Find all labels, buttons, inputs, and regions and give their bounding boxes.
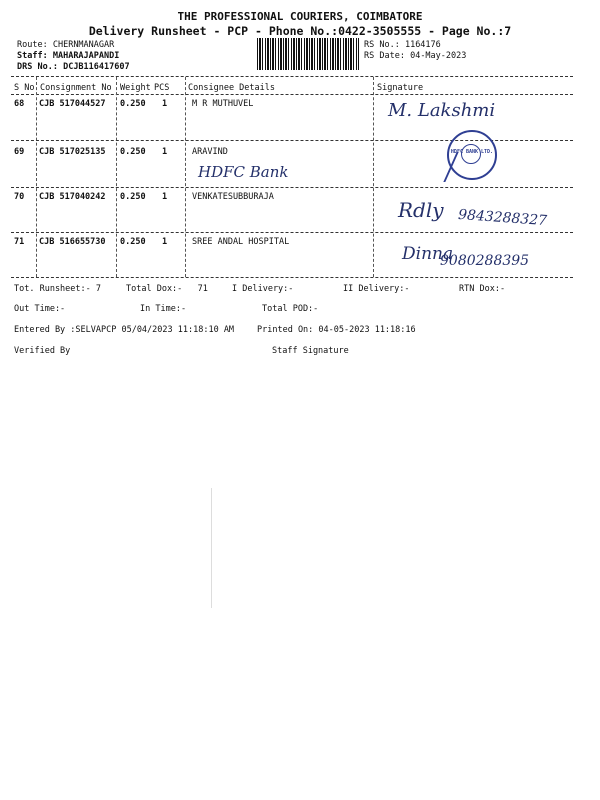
column-separator (36, 77, 37, 277)
entered-by: Entered By :SELVAPCP 05/04/2023 11:18:10 AM (14, 325, 235, 335)
rs-no-value: 1164176 (404, 40, 441, 50)
row-divider (11, 277, 573, 278)
row-pcs: 1 (162, 237, 168, 247)
staff-line (17, 51, 119, 61)
ii-delivery: II Delivery:- (343, 284, 410, 294)
row-sno: 71 (14, 237, 25, 247)
drs-line (17, 62, 130, 72)
row-consignment: CJB 517025135 (39, 147, 106, 157)
scan-artifact-line (211, 488, 212, 608)
total-dox: Total Dox:- 71 (126, 284, 208, 294)
row-divider (11, 232, 573, 233)
printed-on: Printed On: 04-05-2023 11:18:16 (257, 325, 416, 335)
i-delivery: I Delivery:- (232, 284, 294, 294)
phone-handwritten: 9080288395 (440, 253, 530, 269)
total-pod: Total POD:- (262, 304, 319, 314)
row-sno: 69 (14, 147, 25, 157)
in-time: In Time:- (140, 304, 187, 314)
signature-handwritten: Dinna (402, 244, 454, 264)
rtn-dox: RTN Dox:- (459, 284, 506, 294)
route-value: CHERNMANAGAR (52, 40, 115, 50)
handwritten-note: HDFC Bank (198, 163, 289, 181)
phone-handwritten: 9843288327 (457, 206, 548, 230)
row-consignee: ARAVIND (192, 147, 228, 157)
row-consignment: CJB 517044527 (39, 99, 106, 109)
company-title: THE PROFESSIONAL COURIERS, COIMBATORE (177, 10, 423, 23)
verified-by: Verified By (14, 346, 71, 356)
drs-value: DCJB116417607 (63, 62, 130, 72)
divider (11, 94, 573, 95)
tot-runsheet: Tot. Runsheet:- 7 (14, 284, 101, 294)
row-consignee: M R MUTHUVEL (192, 99, 254, 109)
col-header-weight: Weight (120, 83, 151, 93)
out-time: Out Time:- (14, 304, 66, 314)
divider (11, 76, 573, 77)
staff-signature-label: Staff Signature (272, 346, 349, 356)
signature-handwritten: Rdly (398, 198, 444, 222)
row-consignment: CJB 517040242 (39, 192, 106, 202)
rs-no-line (364, 40, 441, 50)
staff-value: MAHARAJAPANDI (52, 51, 120, 61)
row-consignment: CJB 516655730 (39, 237, 106, 247)
row-divider (11, 187, 573, 188)
signature-handwritten: M. Lakshmi (388, 100, 496, 121)
route-line (17, 40, 114, 50)
row-pcs: 1 (162, 99, 168, 109)
row-weight: 0.250 (120, 237, 146, 247)
col-header-pcs: PCS (154, 83, 170, 93)
column-separator (116, 77, 117, 277)
col-header-signature: Signature (377, 83, 424, 93)
col-header-consignee: Consignee Details (188, 83, 275, 93)
column-separator (185, 77, 186, 277)
staff-label: Staff: (17, 51, 48, 61)
row-pcs: 1 (162, 147, 168, 157)
row-weight: 0.250 (120, 99, 146, 109)
rs-date-label: RS Date: (364, 51, 405, 61)
col-header-consignment: Consignment No (40, 83, 112, 93)
barcode-image (257, 38, 359, 70)
drs-label: DRS No.: (17, 62, 58, 72)
rs-date-line (364, 51, 466, 61)
row-sno: 68 (14, 99, 25, 109)
col-header-sno: S No (14, 83, 35, 93)
row-pcs: 1 (162, 192, 168, 202)
rs-no-label: RS No.: (364, 40, 400, 50)
route-label: Route: (17, 40, 48, 50)
row-weight: 0.250 (120, 192, 146, 202)
column-separator (373, 77, 374, 277)
runsheet-title: Delivery Runsheet - PCP - Phone No.:0422-3505555 - Page No.:7 (88, 24, 512, 38)
row-sno: 70 (14, 192, 25, 202)
stamp-text: HDFC BANK LTD. (450, 149, 494, 155)
row-weight: 0.250 (120, 147, 146, 157)
rs-date-value: 04-May-2023 (410, 51, 467, 61)
signature-scribble (403, 152, 458, 182)
row-consignee: SREE ANDAL HOSPITAL (192, 237, 290, 247)
row-consignee: VENKATESUBBURAJA (192, 192, 274, 202)
